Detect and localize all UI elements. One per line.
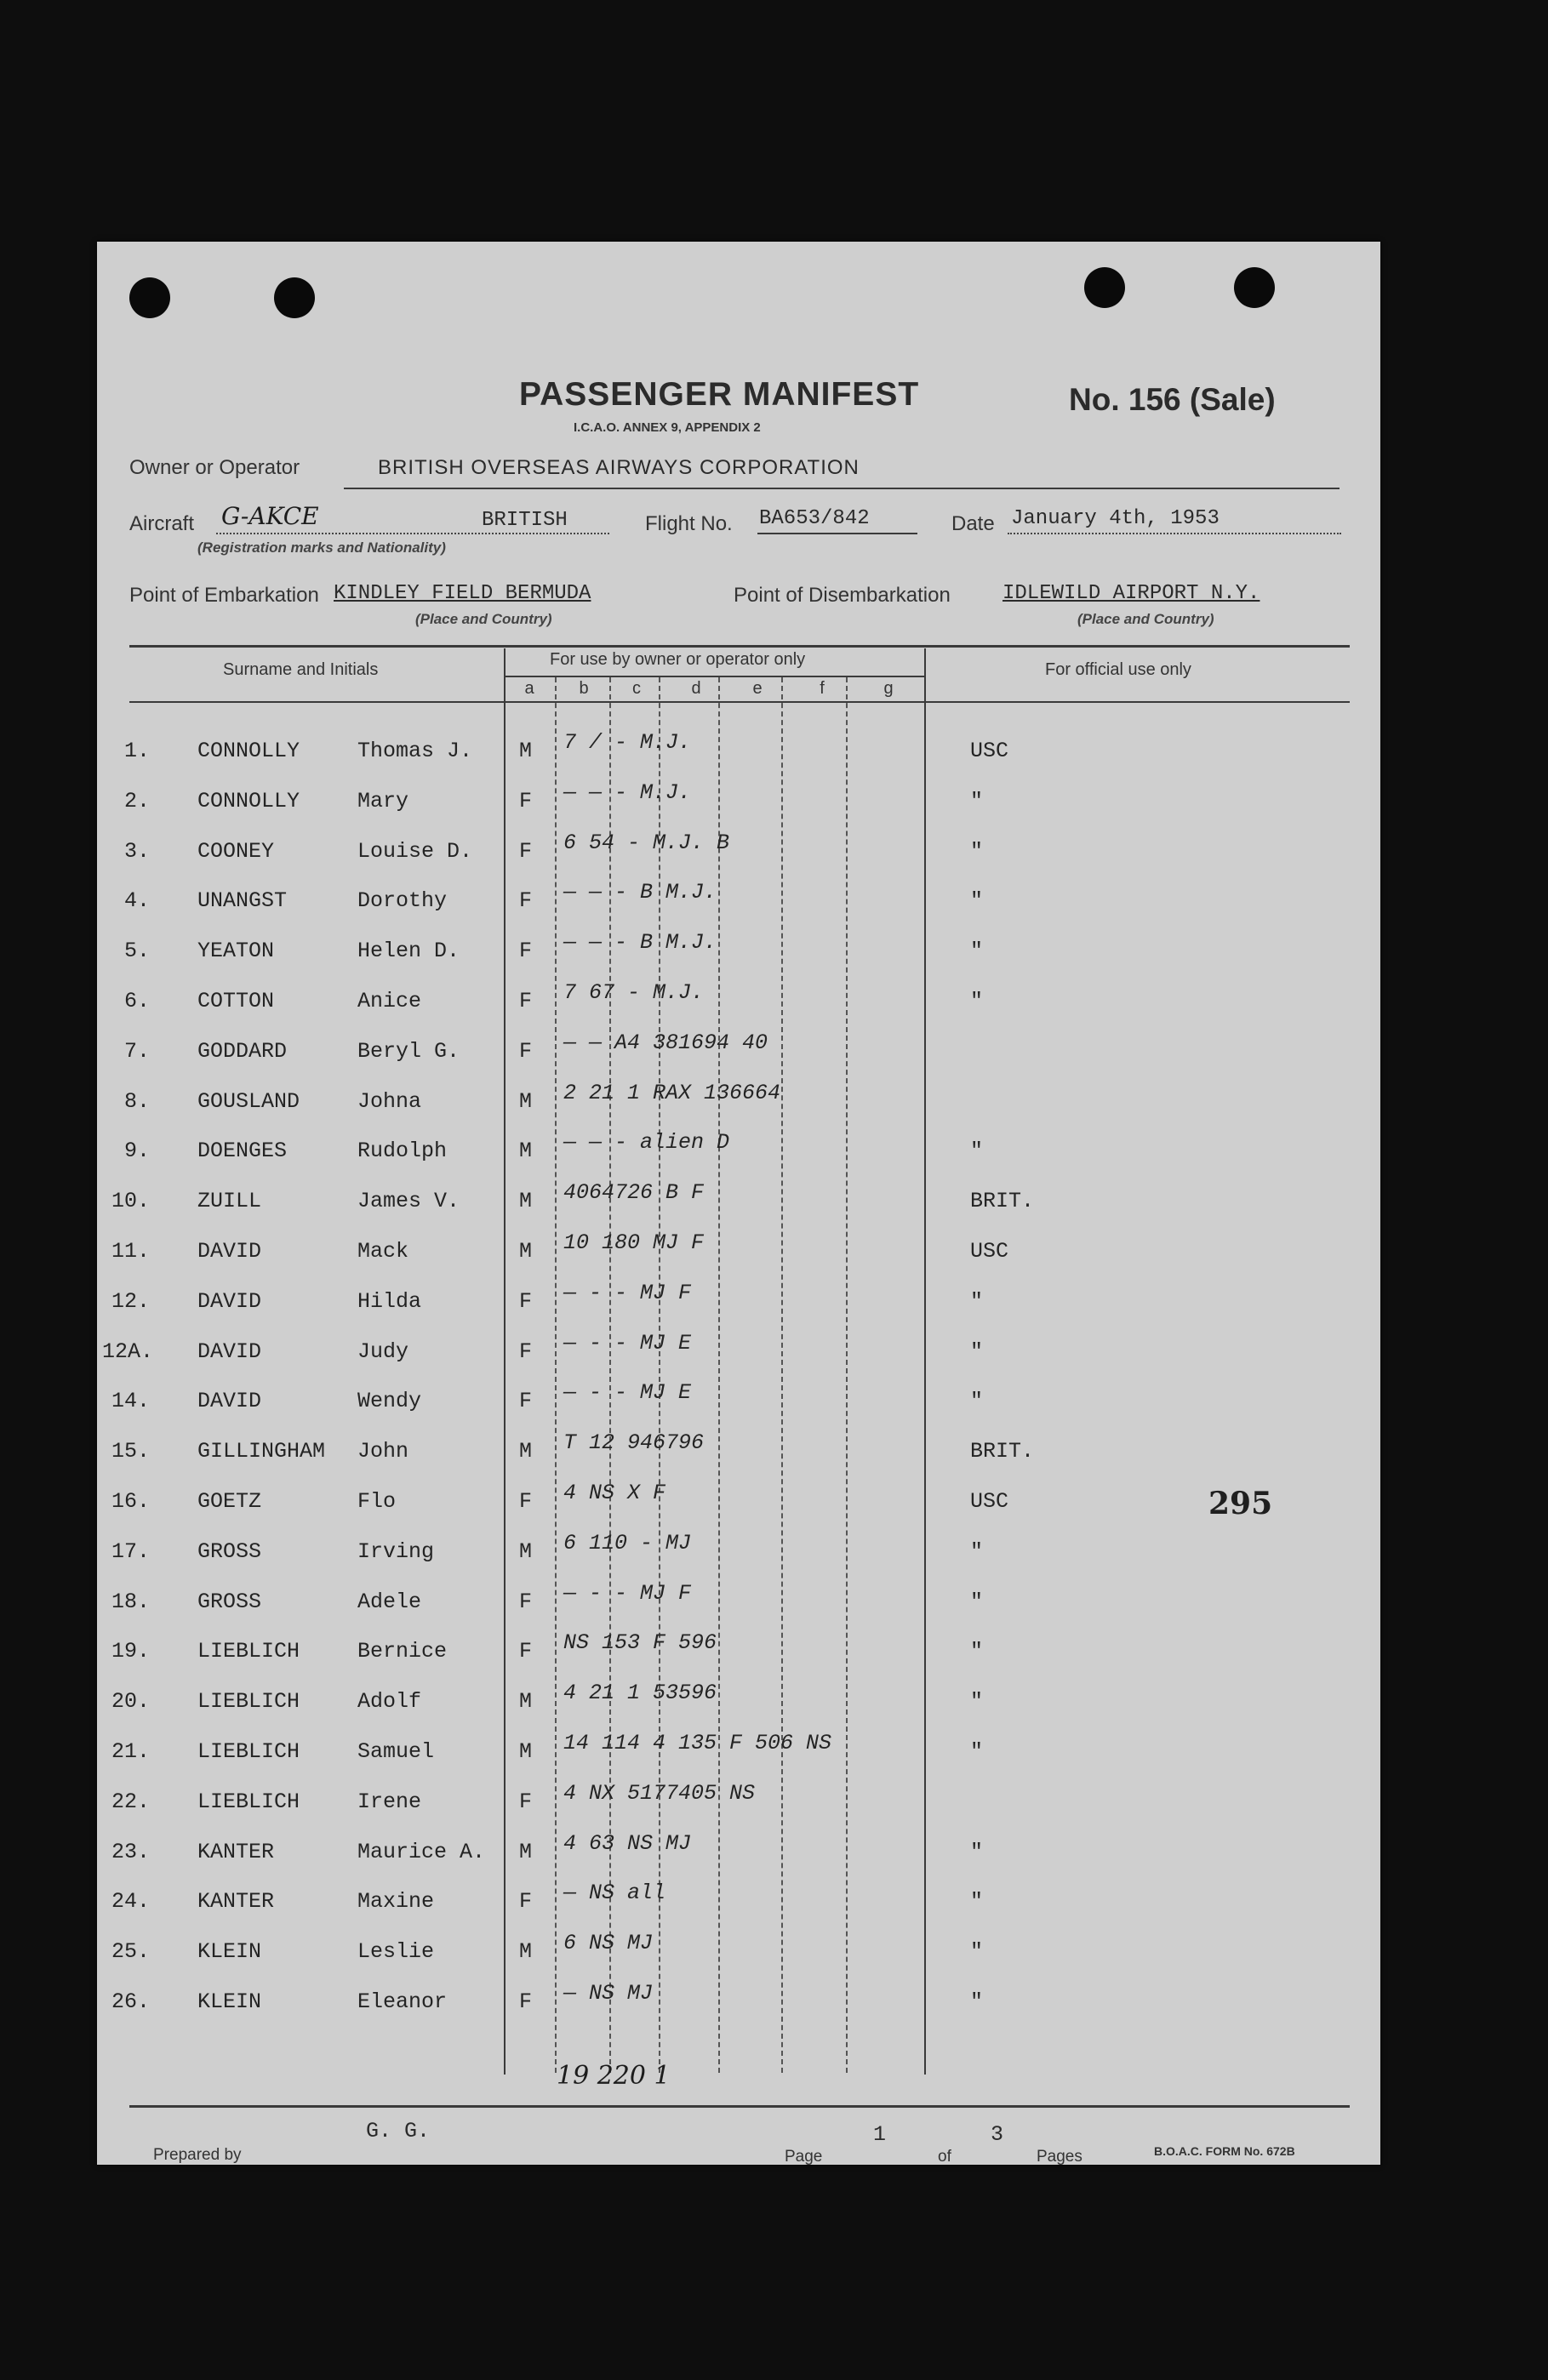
passenger-number: 24. bbox=[111, 1889, 150, 1915]
handwritten-entries: — NS all bbox=[563, 1881, 666, 1906]
passenger-row bbox=[97, 1630, 1380, 1688]
passenger-number: 16. bbox=[111, 1489, 150, 1514]
form-number: B.O.A.C. FORM No. 672B bbox=[1154, 2144, 1295, 2158]
handwritten-entries: 6 54 - M.J. B bbox=[563, 830, 730, 855]
passenger-given-name: Irene bbox=[357, 1789, 422, 1814]
official-status: BRIT. bbox=[970, 1439, 1035, 1464]
embarkation-value: KINDLEY FIELD BERMUDA bbox=[334, 582, 591, 605]
official-status: " bbox=[970, 1839, 984, 1864]
handwritten-entries: 6 NS MJ bbox=[563, 1931, 654, 1956]
passenger-number: 23. bbox=[111, 1839, 150, 1864]
column-letter-f: f bbox=[820, 679, 825, 698]
official-status: " bbox=[970, 1639, 984, 1664]
passenger-row bbox=[97, 830, 1380, 888]
disembarkation-note: (Place and Country) bbox=[1077, 611, 1214, 627]
passenger-row bbox=[97, 1530, 1380, 1589]
passenger-sex: F bbox=[519, 1489, 533, 1514]
disembarkation-label: Point of Disembarkation bbox=[734, 584, 951, 607]
passenger-surname: KLEIN bbox=[197, 1939, 262, 1965]
passenger-surname: YEATON bbox=[197, 939, 275, 964]
passenger-surname: KLEIN bbox=[197, 1989, 262, 2014]
passenger-surname: COTTON bbox=[197, 989, 275, 1013]
passenger-row bbox=[97, 1430, 1380, 1488]
passenger-number: 22. bbox=[111, 1789, 150, 1814]
official-status: " bbox=[970, 788, 984, 813]
passenger-given-name: Bernice bbox=[357, 1639, 448, 1664]
passenger-surname: KANTER bbox=[197, 1889, 275, 1915]
passenger-number: 11. bbox=[111, 1239, 150, 1264]
passenger-row bbox=[97, 1881, 1380, 1938]
official-status: " bbox=[970, 838, 984, 864]
handwritten-entries: — — - B M.J. bbox=[563, 930, 717, 956]
passenger-sex: M bbox=[519, 1189, 533, 1214]
owner-label: Owner or Operator bbox=[129, 456, 300, 479]
passenger-number: 9. bbox=[123, 1139, 150, 1164]
passenger-sex: F bbox=[519, 1288, 533, 1314]
owner-value: BRITISH OVERSEAS AIRWAYS CORPORATION bbox=[378, 456, 860, 479]
handwritten-entries: — - - MJ E bbox=[563, 1330, 692, 1356]
passenger-given-name: Dorothy bbox=[357, 888, 448, 914]
manifest-subtitle: I.C.A.O. ANNEX 9, APPENDIX 2 bbox=[574, 420, 761, 435]
punch-hole bbox=[1084, 267, 1125, 308]
column-letter-b: b bbox=[579, 679, 589, 698]
passenger-surname: LIEBLICH bbox=[197, 1689, 300, 1715]
handwritten-entries: — — - alien D bbox=[563, 1130, 730, 1156]
passenger-given-name: Louise D. bbox=[357, 838, 473, 864]
passenger-row bbox=[97, 1230, 1380, 1288]
passenger-sex: M bbox=[519, 1538, 533, 1564]
official-status: " bbox=[970, 1338, 984, 1364]
passenger-sex: F bbox=[519, 1589, 533, 1614]
embarkation-label: Point of Embarkation bbox=[129, 584, 319, 607]
official-status: " bbox=[970, 1989, 984, 2014]
date-value: January 4th, 1953 bbox=[1011, 507, 1220, 530]
prepared-by-value: G. G. bbox=[366, 2119, 431, 2143]
passenger-given-name: Maxine bbox=[357, 1889, 435, 1915]
handwritten-entries: 7 67 - M.J. bbox=[563, 980, 705, 1005]
handwritten-entries: 6 110 - MJ bbox=[563, 1530, 692, 1555]
passenger-row bbox=[97, 1180, 1380, 1238]
flight-value: BA653/842 bbox=[759, 507, 870, 530]
passenger-number: 8. bbox=[123, 1088, 150, 1114]
passenger-given-name: Johna bbox=[357, 1088, 422, 1114]
official-status: " bbox=[970, 1739, 984, 1764]
passenger-sex: F bbox=[519, 939, 533, 964]
passenger-surname: LIEBLICH bbox=[197, 1639, 300, 1664]
column-header-name: Surname and Initials bbox=[223, 660, 379, 679]
operator-subheader-rule bbox=[506, 676, 926, 677]
passenger-surname: GOUSLAND bbox=[197, 1088, 300, 1114]
passenger-given-name: Helen D. bbox=[357, 939, 460, 964]
passenger-surname: GROSS bbox=[197, 1538, 262, 1564]
punch-hole bbox=[1234, 267, 1275, 308]
flight-underline bbox=[757, 533, 917, 534]
official-status: USC bbox=[970, 1239, 1009, 1264]
handwritten-entries: — - - MJ E bbox=[563, 1380, 692, 1406]
column-letter-e: e bbox=[752, 679, 763, 698]
punch-hole bbox=[274, 277, 315, 318]
column-letter-d: d bbox=[691, 679, 701, 698]
embarkation-note: (Place and Country) bbox=[415, 611, 552, 627]
handwritten-entries: 10 180 MJ F bbox=[563, 1230, 705, 1255]
passenger-given-name: Samuel bbox=[357, 1739, 435, 1764]
official-status: USC bbox=[970, 1489, 1009, 1514]
date-underline bbox=[1008, 533, 1341, 534]
passenger-surname: KANTER bbox=[197, 1839, 275, 1864]
passenger-sex: F bbox=[519, 1789, 533, 1814]
passenger-sex: F bbox=[519, 1389, 533, 1414]
passenger-sex: M bbox=[519, 739, 533, 763]
handwritten-entries: — - - MJ F bbox=[563, 1580, 692, 1606]
official-status: " bbox=[970, 989, 984, 1013]
passenger-surname: COONEY bbox=[197, 838, 275, 864]
passenger-sex: F bbox=[519, 888, 533, 914]
disembarkation-value: IDLEWILD AIRPORT N.Y. bbox=[1002, 582, 1260, 605]
passenger-number: 2. bbox=[123, 788, 150, 813]
passenger-given-name: Beryl G. bbox=[357, 1038, 460, 1064]
passenger-number: 14. bbox=[111, 1389, 150, 1414]
passenger-row bbox=[97, 1481, 1380, 1538]
passenger-surname: GOETZ bbox=[197, 1489, 262, 1514]
passenger-number: 1. bbox=[123, 739, 150, 763]
passenger-sex: M bbox=[519, 1739, 533, 1764]
handwritten-entries: 4 NX 5177405 NS bbox=[563, 1780, 756, 1806]
passenger-given-name: Wendy bbox=[357, 1389, 422, 1414]
passenger-given-name: Judy bbox=[357, 1338, 409, 1364]
official-status: " bbox=[970, 1939, 984, 1965]
punch-hole bbox=[129, 277, 170, 318]
official-status: BRIT. bbox=[970, 1189, 1035, 1214]
passenger-given-name: Anice bbox=[357, 989, 422, 1013]
aircraft-label: Aircraft bbox=[129, 512, 195, 535]
handwritten-entries: 14 114 4 135 F 506 NS bbox=[563, 1731, 832, 1755]
passenger-number: 17. bbox=[111, 1538, 150, 1564]
passenger-sex: M bbox=[519, 1088, 533, 1114]
official-status: " bbox=[970, 1889, 984, 1915]
passenger-sex: F bbox=[519, 1989, 533, 2014]
passenger-sex: F bbox=[519, 838, 533, 864]
date-label: Date bbox=[951, 512, 995, 535]
passenger-given-name: Adolf bbox=[357, 1689, 422, 1715]
handwritten-entries: 2 21 1 RAX 136664 bbox=[563, 1080, 781, 1105]
passenger-row bbox=[97, 1130, 1380, 1188]
passenger-sex: F bbox=[519, 1338, 533, 1364]
prepared-by-label: Prepared by bbox=[153, 2146, 242, 2164]
totals-row: 19 220 1 bbox=[557, 2061, 671, 2091]
passenger-sex: M bbox=[519, 1939, 533, 1965]
passenger-surname: CONNOLLY bbox=[197, 739, 300, 763]
passenger-surname: DOENGES bbox=[197, 1139, 288, 1164]
passenger-number: 12A. bbox=[102, 1338, 154, 1364]
column-letter-c: c bbox=[632, 679, 641, 698]
passenger-given-name: John bbox=[357, 1439, 409, 1464]
passenger-number: 20. bbox=[111, 1689, 150, 1715]
passenger-row bbox=[97, 1981, 1380, 2039]
passenger-number: 3. bbox=[123, 838, 150, 864]
passenger-surname: DAVID bbox=[197, 1239, 262, 1264]
passenger-given-name: Flo bbox=[357, 1489, 397, 1514]
column-letter-a: a bbox=[524, 679, 534, 698]
aircraft-underline bbox=[216, 533, 609, 534]
column-header-official: For official use only bbox=[1045, 660, 1191, 679]
passenger-row bbox=[97, 1931, 1380, 1989]
table-bottom-rule bbox=[129, 2105, 1350, 2108]
handwritten-entries: 7 / - M.J. bbox=[563, 730, 692, 755]
official-status: " bbox=[970, 1139, 984, 1164]
passenger-given-name: Mack bbox=[357, 1239, 409, 1264]
passenger-number: 21. bbox=[111, 1739, 150, 1764]
passenger-number: 4. bbox=[123, 888, 150, 914]
passenger-sex: M bbox=[519, 1239, 533, 1264]
passenger-number: 10. bbox=[111, 1189, 150, 1214]
passenger-surname: GROSS bbox=[197, 1589, 262, 1614]
passenger-row bbox=[97, 779, 1380, 838]
passenger-number: 25. bbox=[111, 1939, 150, 1965]
passenger-given-name: Adele bbox=[357, 1589, 422, 1614]
passenger-row bbox=[97, 1380, 1380, 1438]
passenger-given-name: Eleanor bbox=[357, 1989, 448, 2014]
passenger-surname: ZUILL bbox=[197, 1189, 262, 1214]
handwritten-entries: — — - B M.J. bbox=[563, 880, 717, 905]
page-stamp-number: 295 bbox=[1208, 1486, 1273, 1521]
passenger-given-name: James V. bbox=[357, 1189, 460, 1214]
passenger-surname: DAVID bbox=[197, 1288, 262, 1314]
passenger-row bbox=[97, 1330, 1380, 1389]
passenger-given-name: Rudolph bbox=[357, 1139, 448, 1164]
handwritten-entries: 4064726 B F bbox=[563, 1180, 705, 1206]
passenger-given-name: Thomas J. bbox=[357, 739, 473, 763]
official-status: " bbox=[970, 888, 984, 914]
table-top-rule bbox=[129, 645, 1350, 648]
passenger-sex: F bbox=[519, 989, 533, 1013]
of-label: of bbox=[938, 2148, 951, 2166]
manifest-number: No. 156 (Sale) bbox=[1069, 382, 1276, 417]
passenger-row bbox=[97, 880, 1380, 938]
official-status: " bbox=[970, 1538, 984, 1564]
passenger-surname: DAVID bbox=[197, 1389, 262, 1414]
passenger-row bbox=[97, 730, 1380, 788]
passenger-given-name: Hilda bbox=[357, 1288, 422, 1314]
passenger-given-name: Leslie bbox=[357, 1939, 435, 1965]
official-status: USC bbox=[970, 739, 1009, 763]
page-total: 3 bbox=[991, 2122, 1004, 2147]
passenger-sex: F bbox=[519, 1038, 533, 1064]
passenger-sex: M bbox=[519, 1839, 533, 1864]
passenger-surname: GODDARD bbox=[197, 1038, 288, 1064]
passenger-surname: LIEBLICH bbox=[197, 1739, 300, 1764]
page-number: 1 bbox=[873, 2122, 887, 2147]
official-status: " bbox=[970, 1689, 984, 1715]
passenger-row bbox=[97, 930, 1380, 988]
aircraft-registration: G-AKCE bbox=[221, 502, 319, 530]
official-status: " bbox=[970, 1288, 984, 1314]
column-letter-g: g bbox=[883, 679, 894, 698]
handwritten-entries: — - - MJ F bbox=[563, 1280, 692, 1305]
handwritten-entries: T 12 946796 bbox=[563, 1430, 705, 1456]
handwritten-entries: — — A4 381694 40 bbox=[563, 1030, 768, 1055]
passenger-row bbox=[97, 1280, 1380, 1338]
passenger-sex: M bbox=[519, 1139, 533, 1164]
passenger-row bbox=[97, 1080, 1380, 1139]
passenger-number: 19. bbox=[111, 1639, 150, 1664]
official-status: " bbox=[970, 939, 984, 964]
passenger-number: 5. bbox=[123, 939, 150, 964]
passenger-row bbox=[97, 1830, 1380, 1889]
page-label: Page bbox=[785, 2148, 823, 2166]
passenger-number: 26. bbox=[111, 1989, 150, 2014]
passenger-sex: F bbox=[519, 1889, 533, 1915]
passenger-surname: UNANGST bbox=[197, 888, 288, 914]
passenger-given-name: Irving bbox=[357, 1538, 435, 1564]
table-header-bottom-rule bbox=[129, 701, 1350, 703]
passenger-surname: DAVID bbox=[197, 1338, 262, 1364]
manifest-sheet bbox=[97, 242, 1380, 2165]
handwritten-entries: 4 21 1 53596 bbox=[563, 1681, 717, 1706]
flight-label: Flight No. bbox=[645, 512, 733, 535]
passenger-surname: GILLINGHAM bbox=[197, 1439, 326, 1464]
passenger-sex: F bbox=[519, 788, 533, 813]
official-status: " bbox=[970, 1389, 984, 1414]
passenger-number: 6. bbox=[123, 989, 150, 1013]
handwritten-entries: 4 NS X F bbox=[563, 1481, 666, 1505]
passenger-surname: CONNOLLY bbox=[197, 788, 300, 813]
passenger-number: 15. bbox=[111, 1439, 150, 1464]
passenger-row bbox=[97, 1780, 1380, 1839]
official-status: " bbox=[970, 1589, 984, 1614]
handwritten-entries: — NS MJ bbox=[563, 1981, 654, 2006]
passenger-given-name: Maurice A. bbox=[357, 1839, 486, 1864]
column-header-operator: For use by owner or operator only bbox=[550, 650, 806, 669]
handwritten-entries: — — - M.J. bbox=[563, 779, 692, 805]
aircraft-nationality: BRITISH bbox=[482, 509, 568, 532]
handwritten-entries: 4 63 NS MJ bbox=[563, 1830, 692, 1856]
owner-underline bbox=[344, 488, 1340, 489]
passenger-given-name: Mary bbox=[357, 788, 409, 813]
passenger-sex: M bbox=[519, 1439, 533, 1464]
passenger-surname: LIEBLICH bbox=[197, 1789, 300, 1814]
passenger-number: 7. bbox=[123, 1038, 150, 1064]
passenger-sex: F bbox=[519, 1639, 533, 1664]
passenger-row bbox=[97, 1580, 1380, 1639]
aircraft-note: (Registration marks and Nationality) bbox=[197, 539, 446, 556]
passenger-sex: M bbox=[519, 1689, 533, 1715]
handwritten-entries: NS 153 F 596 bbox=[563, 1630, 717, 1656]
passenger-number: 12. bbox=[111, 1288, 150, 1314]
pages-label: Pages bbox=[1037, 2148, 1082, 2166]
manifest-title: PASSENGER MANIFEST bbox=[519, 376, 920, 413]
passenger-number: 18. bbox=[111, 1589, 150, 1614]
